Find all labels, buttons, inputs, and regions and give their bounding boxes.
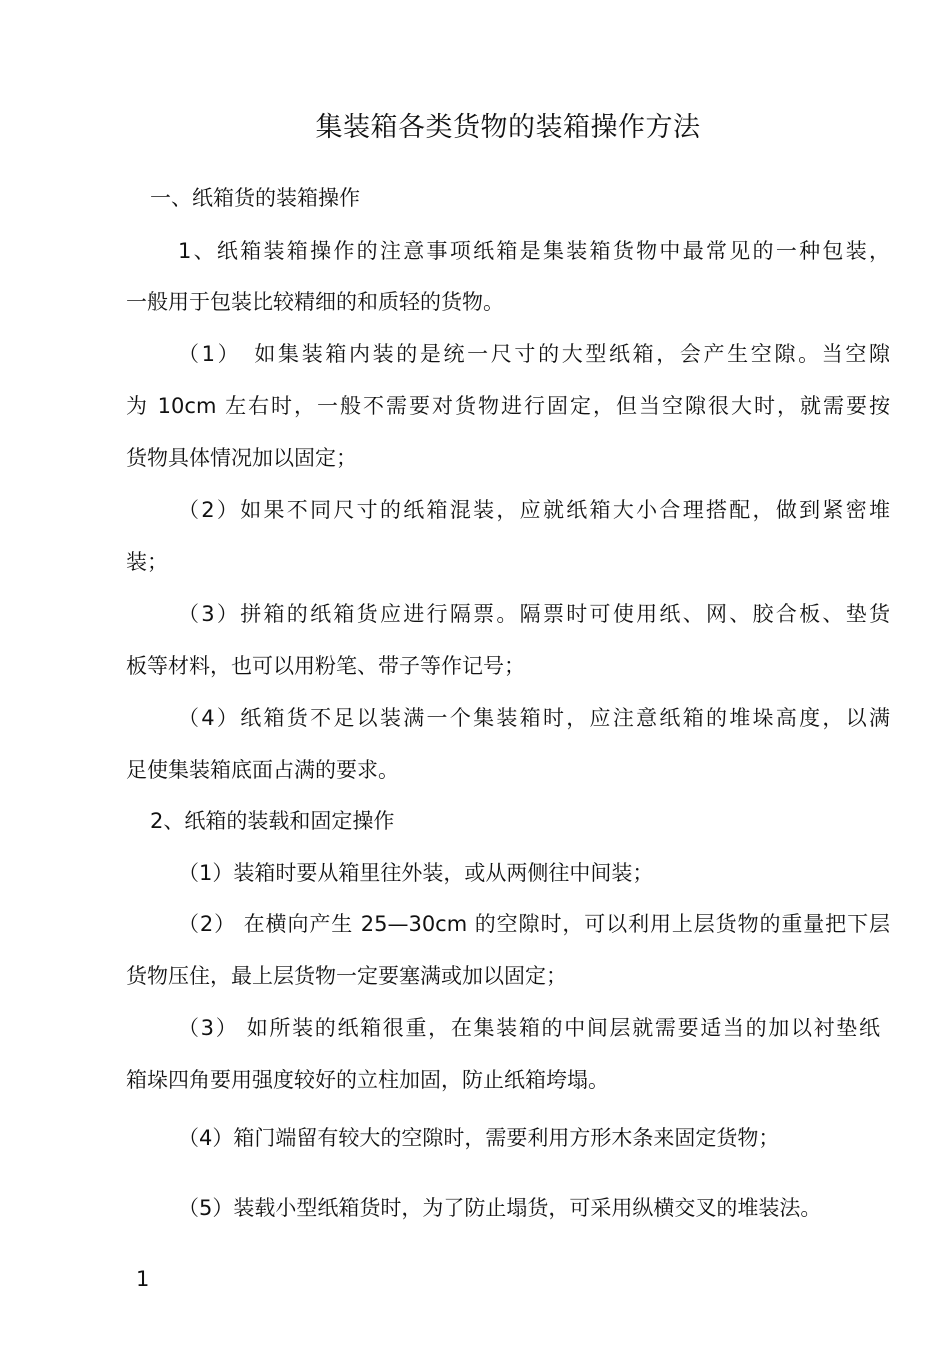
load-item-5: （5）装载小型纸箱货时，为了防止塌货，可采用纵横交叉的堆装法。 [178,1196,822,1220]
load-item-4: （4）箱门端留有较大的空隙时，需要利用方形木条来固定货物； [178,1126,780,1150]
item-1-line-2: 为 10cm 左右时，一般不需要对货物进行固定，但当空隙很大时，就需要按 [126,394,890,418]
item-4-line-2: 足使集装箱底面占满的要求。 [126,758,399,782]
item-2-line-2: 装； [126,550,168,574]
page-number: 1 [136,1267,150,1291]
item-4-line-1: （4）纸箱货不足以装满一个集装箱时，应注意纸箱的堆垛高度，以满 [178,706,890,730]
item-3-line-2: 板等材料，也可以用粉笔、带子等作记号； [126,654,525,678]
paragraph-1-line-2: 一般用于包装比较精细的和质轻的货物。 [126,290,504,314]
document-title: 集装箱各类货物的装箱操作方法 [315,112,701,143]
item-1-line-1: （1） 如集装箱内装的是统一尺寸的大型纸箱，会产生空隙。当空隙 [178,342,890,366]
section-heading-1: 一、纸箱货的装箱操作 [150,186,360,210]
paragraph-1-line-1: 1、纸箱装箱操作的注意事项纸箱是集装箱货物中最常见的一种包装， [178,239,890,263]
load-item-3-line-2: 箱垛四角要用强度较好的立柱加固，防止纸箱垮塌。 [126,1068,609,1092]
load-item-2-line-1: （2） 在横向产生 25—30cm 的空隙时，可以利用上层货物的重量把下层 [178,912,890,936]
item-3-line-1: （3）拼箱的纸箱货应进行隔票。隔票时可使用纸、网、胶合板、垫货 [178,602,890,626]
load-item-1: （1）装箱时要从箱里往外装，或从两侧往中间装； [178,861,654,885]
section-heading-2: 2、纸箱的装载和固定操作 [150,809,395,833]
load-item-2-line-2: 货物压住，最上层货物一定要塞满或加以固定； [126,964,567,988]
load-item-3-line-1: （3） 如所装的纸箱很重，在集装箱的中间层就需要适当的加以衬垫纸 [178,1016,880,1040]
item-1-line-3: 货物具体情况加以固定； [126,446,357,470]
item-2-line-1: （2）如果不同尺寸的纸箱混装，应就纸箱大小合理搭配，做到紧密堆 [178,498,890,522]
